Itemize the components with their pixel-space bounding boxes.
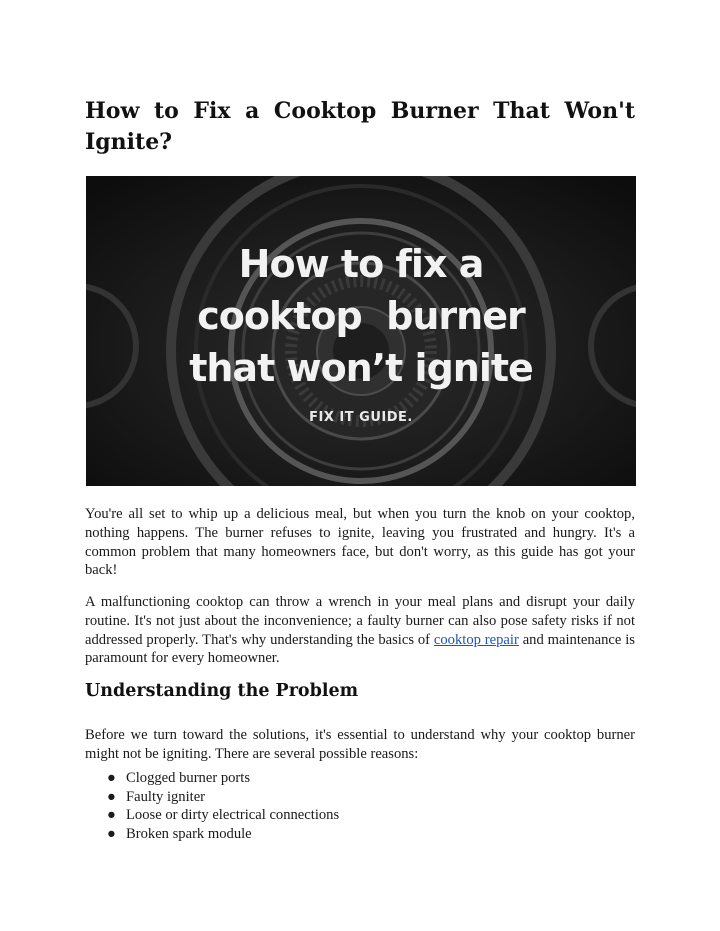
list-item-text: Broken spark module bbox=[126, 826, 252, 843]
hero-line-3: that won’t ignite bbox=[189, 346, 533, 390]
hero-image bbox=[86, 176, 636, 486]
list-item-text: Clogged burner ports bbox=[126, 770, 251, 786]
article-title: How to Fix a Cooktop Burner That Won't Ignite? bbox=[85, 98, 635, 155]
hero-line-1: How to fix a bbox=[238, 242, 484, 286]
paragraph-2-text-before: A malfunctioning cooktop can throw a wrench in your meal plans and disrupt your daily routine. It's not just about the inconvenience; a faulty burner can also pose safety risks if not addressed properly. That's why understanding the basics of bbox=[85, 594, 635, 648]
section-paragraph: Before we turn toward the solutions, it's essential to understand why your cooktop burner might not be igniting. There are several possible reasons: bbox=[85, 727, 635, 762]
section-heading: Understanding the Problem bbox=[85, 681, 359, 701]
intro-paragraph: You're all set to whip up a delicious meal, but when you turn the knob on your cooktop, nothing happens. The burner refuses to ignite, leaving you frustrated and hungry. It's a common problem that many homeowners face, but don't worry, as this guide has got your back! bbox=[85, 506, 635, 579]
list-item-text: Faulty igniter bbox=[126, 788, 206, 805]
hero-overlay-text bbox=[86, 238, 636, 425]
document-page bbox=[85, 96, 635, 843]
bullet-icon: ● bbox=[107, 788, 116, 805]
bullet-icon: ● bbox=[107, 770, 116, 786]
list-item bbox=[85, 769, 339, 788]
bullet-icon: ● bbox=[107, 807, 116, 824]
list-item bbox=[85, 806, 339, 825]
body-paragraph-2 bbox=[85, 593, 635, 668]
hero-subtitle: FIX IT GUIDE. bbox=[309, 410, 413, 425]
hero-line-2: cooktop burner bbox=[197, 294, 525, 338]
cooktop-repair-link[interactable]: cooktop repair bbox=[433, 631, 519, 648]
reasons-list bbox=[85, 769, 339, 844]
paragraph-2-text-after: and maintenance is paramount for every homeowner. bbox=[85, 631, 635, 667]
list-item-text: Loose or dirty electrical connections bbox=[126, 807, 340, 824]
list-item bbox=[85, 825, 339, 844]
bullet-icon: ● bbox=[107, 826, 116, 843]
list-item bbox=[85, 788, 339, 807]
